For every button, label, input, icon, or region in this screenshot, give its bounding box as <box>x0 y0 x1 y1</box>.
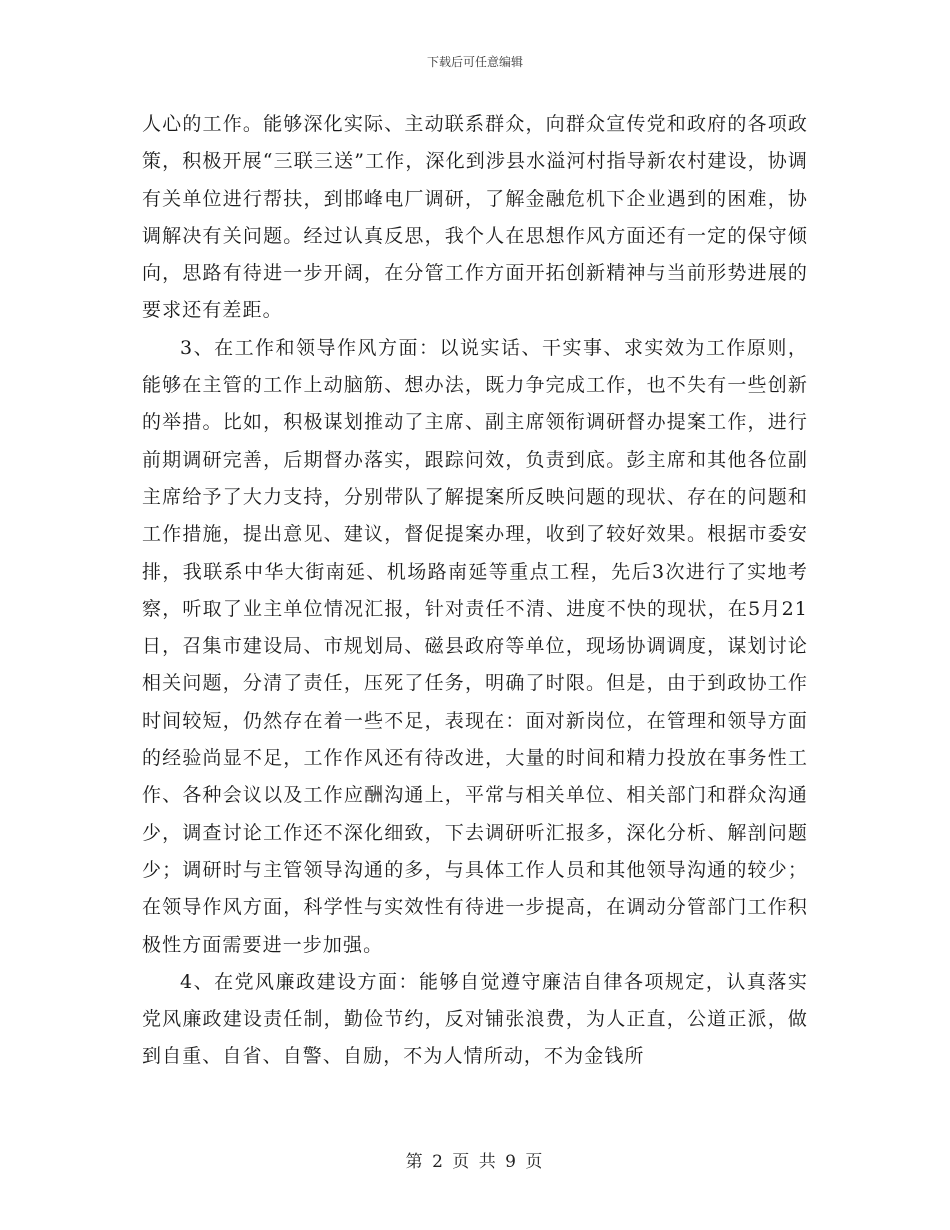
paragraph-integrity: 4、在党风廉政建设方面：能够自觉遵守廉洁自律各项规定，认真落实党风廉政建设责任制，勤俭节约，反对铺张浪费，为人正直，公道正派，做到自重、自省、自警、自励，不为人情所动，不为金钱所 <box>142 970 808 1068</box>
page-number-footer: 第 2 页 共 9 页 <box>405 1152 545 1172</box>
page-header: 下载后可任意编辑 <box>426 55 523 69</box>
document-body <box>142 106 808 1076</box>
paragraph-continuation: 人心的工作。能够深化实际、主动联系群众，向群众宣传党和政府的各项政策，积极开展“三联三送”工作，深化到涉县水溢河村指导新农村建设，协调有关单位进行帮扶，到邯峰电厂调研，了解金融危机下企业遇到的困难，协调解决有关问题。经过认真反思，我个人在思想作风方面还有一定的保守倾向，思路有待进一步开阔，在分管工作方面开拓创新精神与当前形势进展的要求还有差距。 <box>142 113 808 322</box>
paragraph-work-style: 3、在工作和领导作风方面：以说实话、干实事、求实效为工作原则，能够在主管的工作上动脑筋、想办法，既力争完成工作，也不失有一些创新的举措。比如，积极谋划推动了主席、副主席领衔调研督办提案工作，进行前期调研完善，后期督办落实，跟踪问效，负责到底。彭主席和其他各位副主席给予了大力支持，分别带队了解提案所反映问题的现状、存在的问题和工作措施，提出意见、建议，督促提案办理，收到了较好效果。根据市委安排，我联系中华大街南延、机场路南延等重点工程，先后3次进行了实地考察，听取了业主单位情况汇报，针对责任不清、进度不快的现状，在5月21日，召集市建设局、市规划局、磁县政府等单位，现场协调调度，谋划讨论相关问题，分清了责任，压死了任务，明确了时限。但是，由于到政协工作时间较短，仍然存在着一些不足，表现在：面对新岗位，在管理和领导方面的经验尚显不足，工作作风还有待改进，大量的时间和精力投放在事务性工作、各种会议以及工作应酬沟通上，平常与相关单位、相关部门和群众沟通少，调查讨论工作还不深化细致，下去调研听汇报多，深化分析、解剖问题少；调研时与主管领导沟通的多，与具体工作人员和其他领导沟通的较少；在领导作风方面，科学性与实效性有待进一步提高，在调动分管部门工作积极性方面需要进一步加强。 <box>142 336 808 956</box>
